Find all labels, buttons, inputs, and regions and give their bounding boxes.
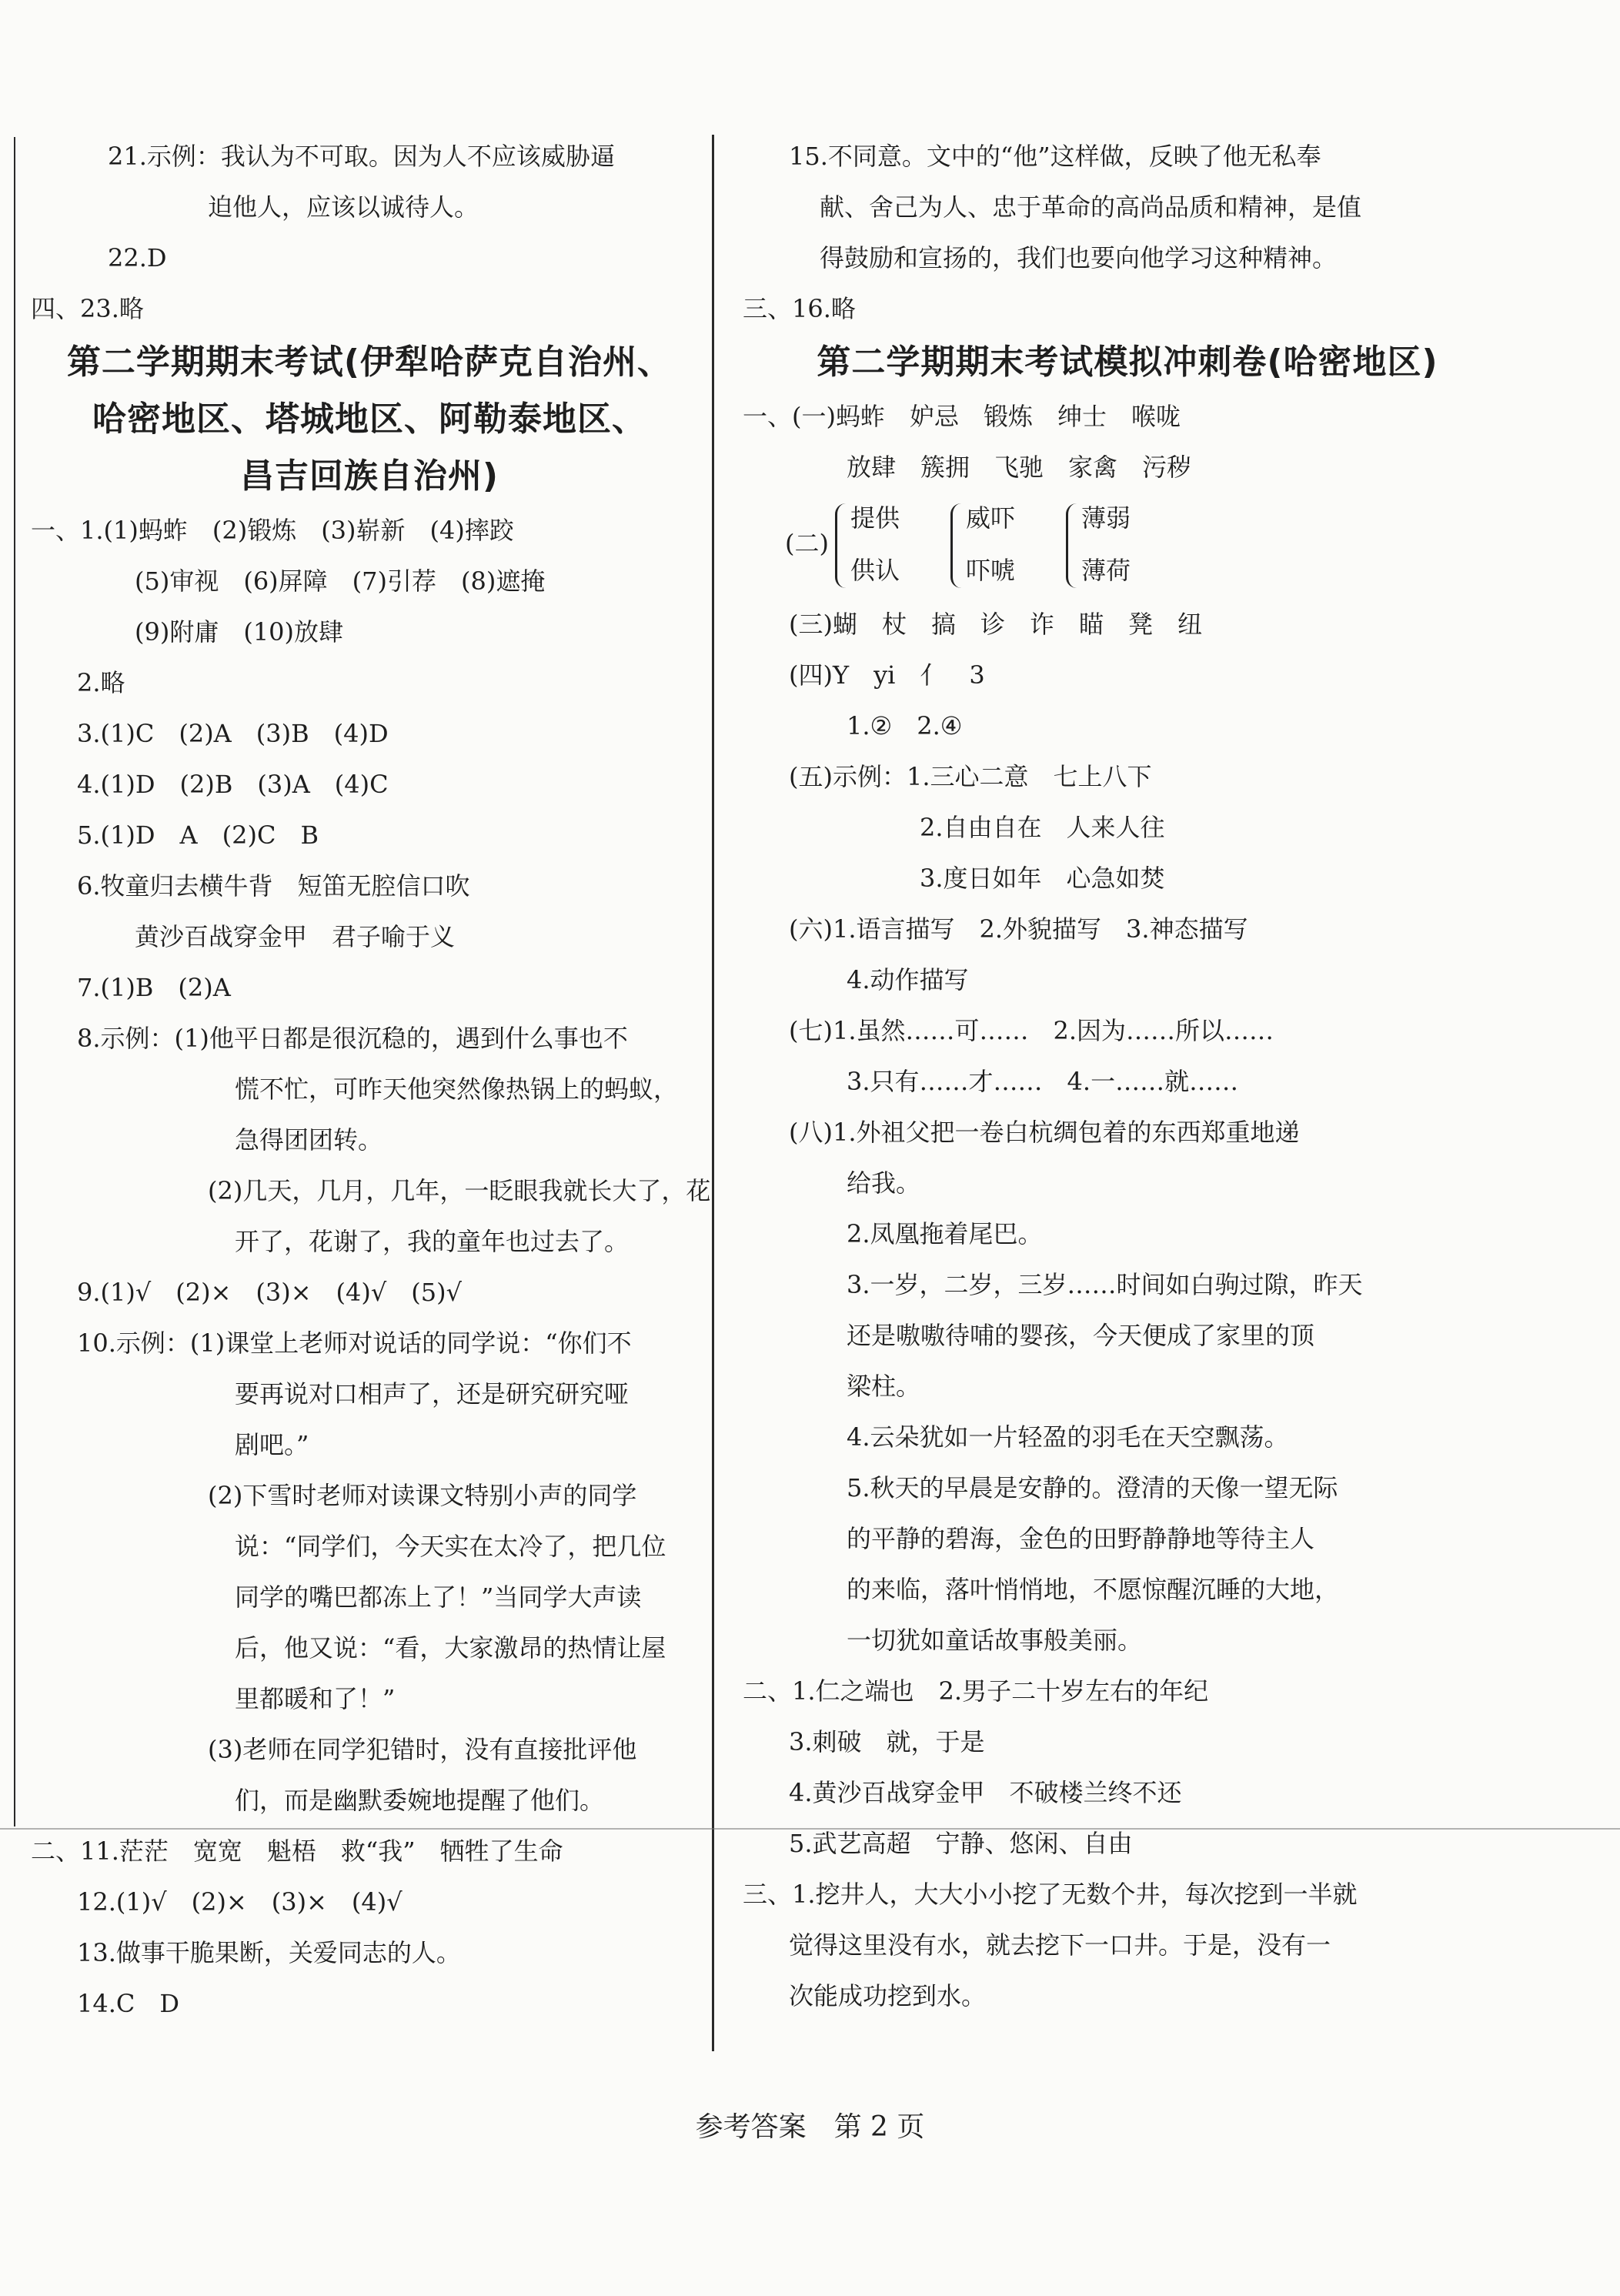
answer-line: 给我。	[847, 1168, 921, 1198]
answer-line: 15.不同意。文中的“他”这样做，反映了他无私奉	[789, 142, 1321, 171]
answer-line: (2)几天，几月，几年，一眨眼我就长大了，花	[208, 1176, 711, 1205]
answer-line: 3.刺破 就，于是	[789, 1727, 985, 1756]
section-title-line: 哈密地区、塔城地区、阿勒泰地区、	[92, 399, 646, 439]
brace-label: (二)	[785, 529, 829, 558]
brace-mark	[950, 503, 964, 588]
answer-line: 开了，花谢了，我的童年也过去了。	[235, 1227, 630, 1256]
answer-line: (七)1.虽然……可…… 2.因为……所以……	[789, 1016, 1274, 1045]
right-top-answers	[743, 131, 1512, 334]
answer-line: 迫他人，应该以诚待人。	[208, 192, 479, 222]
answer-line: 后，他又说：“看，大家激昂的热情让屋	[235, 1633, 666, 1663]
brace-word: 薄弱	[1081, 503, 1131, 533]
answer-line: 慌不忙，可昨天他突然像热锅上的蚂蚁，	[235, 1074, 679, 1104]
left-top-answers	[31, 131, 708, 334]
answer-line: 3.一岁，二岁，三岁……时间如白驹过隙，昨天	[847, 1270, 1363, 1299]
brace-word: 威吓	[966, 503, 1016, 533]
answer-line: (9)附庸 (10)放肆	[135, 617, 344, 647]
answer-line: 4.黄沙百战穿金甲 不破楼兰终不还	[789, 1778, 1182, 1807]
brace-mark	[1066, 503, 1079, 588]
answer-line: 5.秋天的早晨是安静的。澄清的天像一望无际	[847, 1473, 1338, 1502]
section-title-line: 昌吉回族自治州)	[239, 456, 499, 496]
answer-line: 要再说对口相声了，还是研究研究哑	[235, 1379, 630, 1409]
brace-word: 供认	[850, 556, 900, 585]
answer-line: 一、(一)蚂蚱 妒忌 锻炼 绅士 喉咙	[743, 402, 1181, 431]
answer-line: 次能成功挖到水。	[789, 1981, 987, 2010]
answer-line: 们，而是幽默委婉地提醒了他们。	[235, 1786, 605, 1815]
right-section-heading	[743, 334, 1512, 391]
answer-line: 21.示例：我认为不可取。因为人不应该威胁逼	[108, 142, 615, 171]
answer-line: 同学的嘴巴都冻上了！”当同学大声读	[235, 1582, 642, 1612]
answer-line: 4.(1)D (2)B (3)A (4)C	[77, 770, 389, 799]
answer-line: 4.动作描写	[847, 965, 969, 994]
answer-line: 14.C D	[77, 1989, 180, 2018]
answer-line: 3.(1)C (2)A (3)B (4)D	[77, 719, 389, 748]
answer-line: 还是嗷嗷待哺的婴孩，今天便成了家里的顶	[847, 1321, 1315, 1350]
answer-line: 得鼓励和宣扬的，我们也要向他学习这种精神。	[820, 243, 1338, 272]
answer-line: 3.只有……才…… 4.一……就……	[847, 1067, 1239, 1096]
answer-line: 3.度日如年 心急如焚	[920, 864, 1165, 893]
brace-answer-group	[743, 493, 1512, 599]
answer-line: 10.示例：(1)课堂上老师对说话的同学说：“你们不	[77, 1328, 632, 1358]
right-answers-part-b	[743, 599, 1512, 2021]
answer-line: 一、1.(1)蚂蚱 (2)锻炼 (3)崭新 (4)摔跤	[31, 516, 514, 545]
brace-word: 吓唬	[966, 556, 1016, 585]
left-body-answers	[31, 505, 711, 2029]
answer-line: 5.武艺高超 宁静、悠闲、自由	[789, 1829, 1133, 1858]
answer-line: 一切犹如童话故事般美丽。	[847, 1626, 1143, 1655]
answer-line: 二、1.仁之端也 2.男子二十岁左右的年纪	[743, 1676, 1209, 1706]
answer-line: (3)老师在同学犯错时，没有直接批评他	[208, 1735, 637, 1764]
answer-line: 2.略	[77, 668, 125, 697]
section-title-line: 第二学期期末考试(伊犁哈萨克自治州、	[66, 343, 673, 382]
answer-line: 三、16.略	[743, 294, 856, 323]
brace-word: 薄荷	[1081, 556, 1131, 585]
right-column	[743, 131, 1512, 2021]
answer-line: 4.云朵犹如一片轻盈的羽毛在天空飘荡。	[847, 1422, 1289, 1452]
answer-line: 12.(1)√ (2)× (3)× (4)√	[77, 1887, 402, 1917]
left-margin-rule	[14, 137, 15, 1826]
left-column	[31, 131, 711, 2029]
brace-word: 提供	[850, 503, 900, 533]
left-section-heading	[31, 334, 708, 505]
section-title-line: 第二学期期末考试模拟冲刺卷(哈密地区)	[817, 343, 1438, 382]
answer-line: 二、11.茫茫 宽宽 魁梧 救“我” 牺牲了生命	[31, 1836, 563, 1866]
answer-line: 里都暖和了！”	[235, 1684, 396, 1713]
answer-line: 22.D	[108, 243, 167, 272]
answer-line: 急得团团转。	[235, 1125, 383, 1155]
answer-line: 9.(1)√ (2)× (3)× (4)√ (5)√	[77, 1278, 462, 1307]
answer-line: 四、23.略	[31, 294, 144, 323]
answer-line: 的平静的碧海，金色的田野静静地等待主人	[847, 1524, 1315, 1553]
answer-line: 5.(1)D A (2)C B	[77, 820, 319, 850]
answer-line: (五)示例：1.三心二意 七上八下	[789, 762, 1152, 791]
column-divider	[712, 135, 714, 2051]
answer-line: (三)蝴 杖 搞 诊 诈 瞄 凳 纽	[789, 610, 1202, 639]
answer-line: 8.示例：(1)他平日都是很沉稳的，遇到什么事也不	[77, 1024, 628, 1053]
answer-line: 觉得这里没有水，就去挖下一口井。于是，没有一	[789, 1930, 1331, 1960]
answer-line: (四)Y yi 亻 3	[789, 660, 985, 690]
answer-line: 1.② 2.④	[847, 711, 963, 740]
answer-line: (六)1.语言描写 2.外貌描写 3.神态描写	[789, 914, 1248, 944]
answer-line: (八)1.外祖父把一卷白杭绸包着的东西郑重地递	[789, 1118, 1300, 1147]
answer-line: 献、舍己为人、忠于革命的高尚品质和精神，是值	[820, 192, 1362, 222]
answer-line: 7.(1)B (2)A	[77, 973, 231, 1002]
right-answers-part-a	[743, 391, 1512, 493]
answer-line: 2.自由自在 人来人往	[920, 813, 1165, 842]
answer-line: 黄沙百战穿金甲 君子喻于义	[135, 922, 456, 951]
answer-line: 梁柱。	[847, 1372, 921, 1401]
answer-line: 放肆 簇拥 飞驰 家禽 污秽	[847, 453, 1192, 482]
answer-line: (5)审视 (6)屏障 (7)引荐 (8)遮掩	[135, 566, 546, 596]
answer-line: 剧吧。”	[235, 1430, 309, 1459]
answer-line: 的来临，落叶悄悄地，不愿惊醒沉睡的大地，	[847, 1575, 1340, 1604]
answer-line: (2)下雪时老师对读课文特别小声的同学	[208, 1481, 637, 1510]
answer-line: 13.做事干脆果断，关爱同志的人。	[77, 1938, 461, 1967]
brace-mark	[835, 503, 848, 588]
answer-line: 2.凤凰拖着尾巴。	[847, 1219, 1043, 1248]
page-footer: 参考答案 第 2 页	[695, 2111, 925, 2143]
answer-line: 三、1.挖井人，大大小小挖了无数个井，每次挖到一半就	[743, 1880, 1358, 1909]
answer-line: 6.牧童归去横牛背 短笛无腔信口吹	[77, 871, 470, 901]
answer-line: 说：“同学们，今天实在太冷了，把几位	[235, 1532, 666, 1561]
